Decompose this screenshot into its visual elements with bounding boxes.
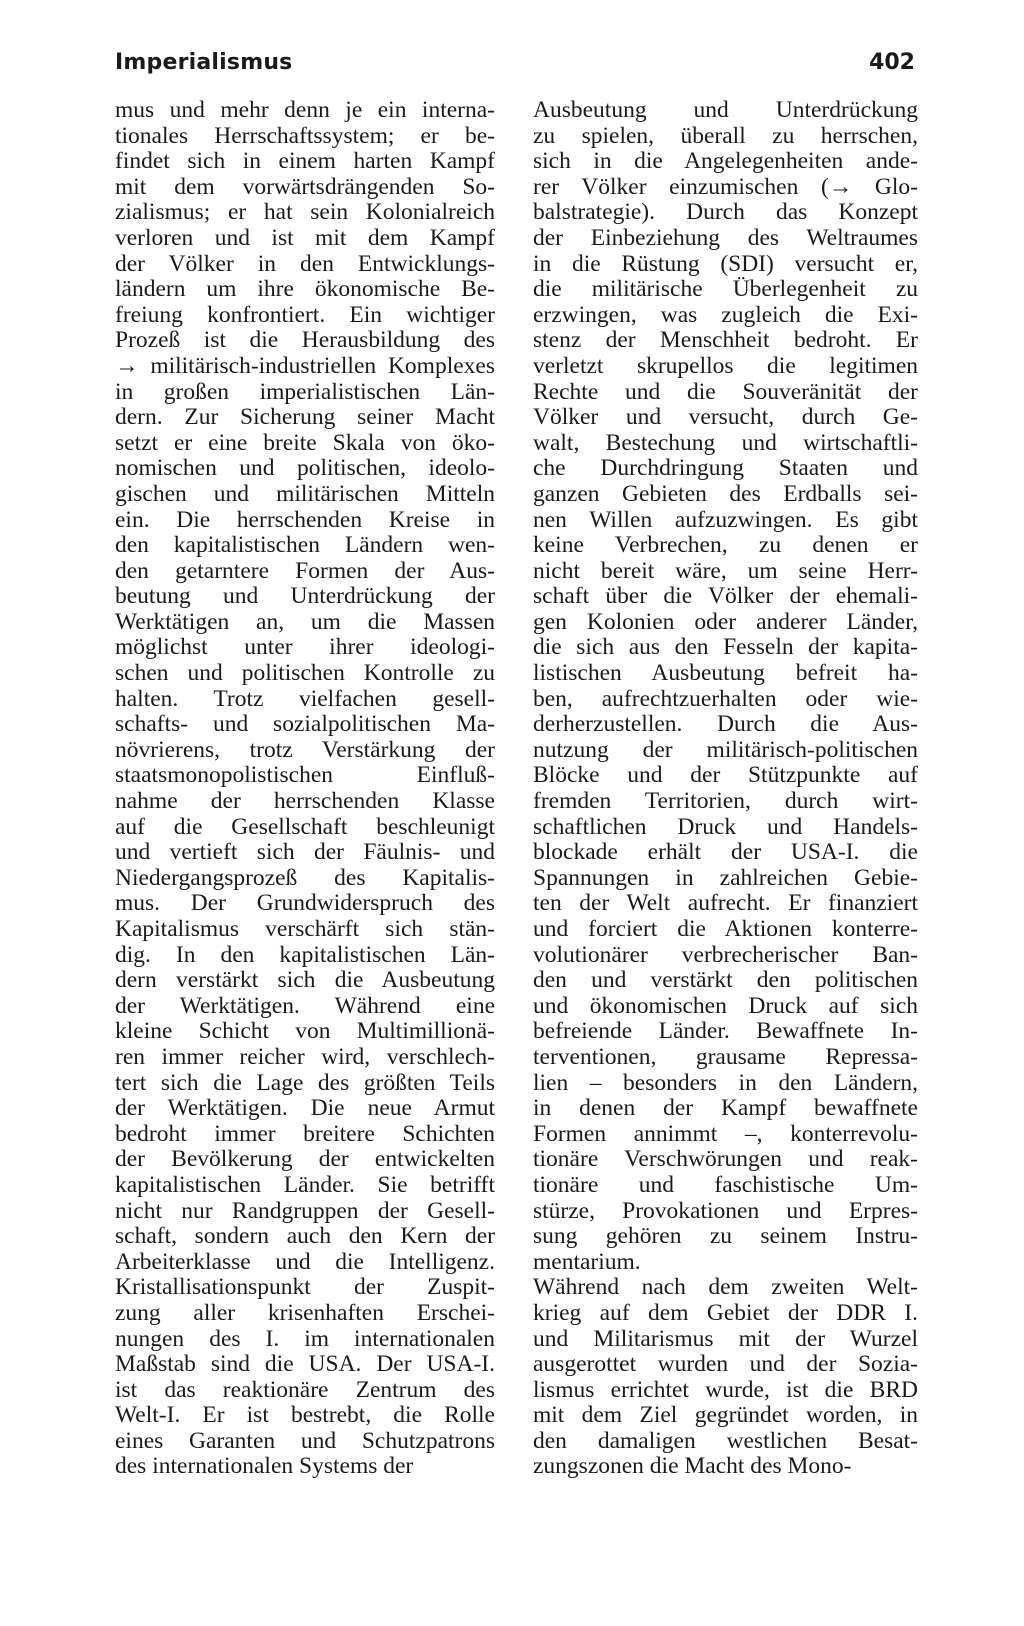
text-line: tionales Herrschaftssystem; er be- — [115, 123, 495, 149]
text-line: schaft, sondern auch den Kern der — [115, 1224, 495, 1250]
text-line: in die Rüstung (SDI) versucht er, — [533, 251, 918, 277]
text-line: balstrategie). Durch das Konzept — [533, 200, 918, 226]
text-line: Prozeß ist die Herausbildung des — [115, 328, 495, 354]
text-line: den und verstärkt den politischen — [533, 968, 918, 994]
text-line: mentarium. — [533, 1249, 641, 1275]
text-line: beutung und Unterdrückung der — [115, 584, 495, 610]
text-line: Werktätigen an, um die Massen — [115, 609, 495, 635]
text-line: setzt er eine breite Skala von öko- — [115, 430, 495, 456]
text-line: ausgerottet wurden und der Sozia- — [533, 1352, 918, 1378]
text-line: keine Verbrechen, zu denen er — [533, 533, 918, 559]
text-line: schafts- und sozialpolitischen Ma- — [115, 712, 495, 738]
text-line: növrierens, trotz Verstärkung der — [115, 737, 495, 763]
text-line: Während nach dem zweiten Welt- — [533, 1275, 918, 1301]
text-line: dern. Zur Sicherung seiner Macht — [115, 405, 495, 431]
text-line: Kapitalismus verschärft sich stän- — [115, 917, 495, 942]
text-line: nicht nur Randgruppen der Gesell- — [115, 1198, 495, 1224]
text-line: und vertieft sich der Fäulnis- und — [115, 840, 495, 866]
text-line: tionäre Verschwörungen und reak- — [533, 1147, 918, 1173]
text-line: zung aller krisenhaften Erschei- — [115, 1300, 495, 1326]
text-line: zu spielen, überall zu herrschen, — [533, 123, 918, 149]
text-line: schen und politischen Kontrolle zu — [115, 661, 495, 687]
text-line: der Einbeziehung des Weltraumes — [533, 225, 918, 251]
text-line: verloren und ist mit dem Kampf — [115, 225, 495, 251]
text-line: lien – besonders in den Ländern, — [533, 1070, 918, 1096]
text-line: walt, Bestechung und wirtschaftli- — [533, 430, 918, 456]
text-line: halten. Trotz vielfachen gesell- — [115, 686, 495, 712]
text-line: gischen und militärischen Mitteln — [115, 481, 495, 507]
text-line: che Durchdringung Staaten und — [533, 456, 918, 482]
text-line: ten der Welt aufrecht. Er finanziert — [533, 891, 918, 917]
text-line: und forciert die Aktionen konterre- — [533, 917, 918, 942]
text-line: kapitalistischen Länder. Sie betrifft — [115, 1172, 495, 1198]
text-line: staatsmonopolistischen Einfluß- — [115, 763, 495, 789]
text-line: Kristallisationspunkt der Zuspit- — [115, 1275, 495, 1301]
text-line: sung gehören zu seinem Instru- — [533, 1224, 918, 1250]
text-line: Spannungen in zahlreichen Gebie- — [533, 865, 918, 891]
text-line: der Bevölkerung der entwickelten — [115, 1147, 495, 1173]
text-line: ist das reaktionäre Zentrum des — [115, 1377, 495, 1403]
text-line: kleine Schicht von Multimillionä- — [115, 1019, 495, 1045]
text-line: mus und mehr denn je ein interna- — [115, 98, 495, 123]
text-line: stürze, Provokationen und Erpres- — [533, 1198, 918, 1224]
text-line: Maßstab sind die USA. Der USA-I. — [115, 1352, 495, 1378]
text-line: derherzustellen. Durch die Aus- — [533, 712, 918, 738]
text-line: ganzen Gebieten des Erdballs sei- — [533, 481, 918, 507]
text-line: Arbeiterklasse und die Intelligenz. — [115, 1249, 495, 1275]
text-line: Niedergangsprozeß des Kapitalis- — [115, 865, 495, 891]
text-line: listischen Ausbeutung befreit ha- — [533, 661, 918, 687]
text-line: rer Völker einzumischen (→ Glo- — [533, 174, 918, 200]
text-line: tionäre und faschistische Um- — [533, 1172, 918, 1198]
text-line: dern verstärkt sich die Ausbeutung — [115, 968, 495, 994]
text-line: → militärisch-industriellen Komplexes — [115, 353, 495, 379]
text-line: der Werktätigen. Während eine — [115, 993, 495, 1019]
text-line: und Militarismus mit der Wurzel — [533, 1326, 918, 1352]
text-line: ein. Die herrschenden Kreise in — [115, 507, 495, 533]
text-line: verletzt skrupellos die legitimen — [533, 353, 918, 379]
text-line: schaftlichen Druck und Handels- — [533, 814, 918, 840]
text-line: lismus errichtet wurde, ist die BRD — [533, 1377, 918, 1403]
text-line: stenz der Menschheit bedroht. Er — [533, 328, 918, 354]
text-line: terventionen, grausame Repressa- — [533, 1044, 918, 1070]
text-line: eines Garanten und Schutzpatrons — [115, 1428, 495, 1454]
running-head-title: Imperialismus — [115, 50, 293, 75]
text-line: schaft über die Völker der ehemali- — [533, 584, 918, 610]
text-line: zialismus; er hat sein Kolonialreich — [115, 200, 495, 226]
page-number: 402 — [869, 50, 915, 75]
text-line: nomischen und politischen, ideolo- — [115, 456, 495, 482]
text-column-right — [533, 98, 918, 1480]
text-line: der Werktätigen. Die neue Armut — [115, 1096, 495, 1122]
text-line: tert sich die Lage des größten Teils — [115, 1070, 495, 1096]
text-line: Rechte und die Souveränität der — [533, 379, 918, 405]
text-line: gen Kolonien oder anderer Länder, — [533, 609, 918, 635]
page-header — [115, 50, 915, 84]
text-line: krieg auf dem Gebiet der DDR I. — [533, 1300, 918, 1326]
text-line: volutionärer verbrecherischer Ban- — [533, 942, 918, 968]
text-line: mus. Der Grundwiderspruch des — [115, 891, 495, 917]
text-line: der Völker in den Entwicklungs- — [115, 251, 495, 277]
text-line: Ausbeutung und Unterdrückung — [533, 98, 918, 123]
text-line: Völker und versucht, durch Ge- — [533, 405, 918, 431]
text-line: Welt-I. Er ist bestrebt, die Rolle — [115, 1403, 495, 1429]
text-line: in großen imperialistischen Län- — [115, 379, 495, 405]
text-line: möglichst unter ihrer ideologi- — [115, 635, 495, 661]
text-line: bedroht immer breitere Schichten — [115, 1121, 495, 1147]
text-line: nutzung der militärisch-politischen — [533, 737, 918, 763]
text-line: mit dem vorwärtsdrängenden So- — [115, 174, 495, 200]
text-line: ländern um ihre ökonomische Be- — [115, 277, 495, 303]
text-line: die militärische Überlegenheit zu — [533, 277, 918, 303]
text-line: befreiende Länder. Bewaffnete In- — [533, 1019, 918, 1045]
text-line: den kapitalistischen Ländern wen- — [115, 533, 495, 559]
text-line: nungen des I. im internationalen — [115, 1326, 495, 1352]
text-line: sich in die Angelegenheiten ande- — [533, 149, 918, 175]
text-line: fremden Territorien, durch wirt- — [533, 789, 918, 815]
text-line: nen Willen aufzuzwingen. Es gibt — [533, 507, 918, 533]
text-line: dig. In den kapitalistischen Län- — [115, 942, 495, 968]
text-line: findet sich in einem harten Kampf — [115, 149, 495, 175]
text-line: und ökonomischen Druck auf sich — [533, 993, 918, 1019]
text-line: Blöcke und der Stützpunkte auf — [533, 763, 918, 789]
text-line: auf die Gesellschaft beschleunigt — [115, 814, 495, 840]
text-line: den getarntere Formen der Aus- — [115, 558, 495, 584]
text-line: in denen der Kampf bewaffnete — [533, 1096, 918, 1122]
text-column-left — [115, 98, 495, 1480]
text-line: die sich aus den Fesseln der kapita- — [533, 635, 918, 661]
text-line: mit dem Ziel gegründet worden, in — [533, 1403, 918, 1429]
text-line: nicht bereit wäre, um seine Herr- — [533, 558, 918, 584]
text-line: Formen annimmt –, konterrevolu- — [533, 1121, 918, 1147]
text-line: zungszonen die Macht des Mono- — [533, 1454, 852, 1480]
text-line: nahme der herrschenden Klasse — [115, 789, 495, 815]
text-line: erzwingen, was zugleich die Exi- — [533, 302, 918, 328]
text-line: freiung konfrontiert. Ein wichtiger — [115, 302, 495, 328]
text-line: den damaligen westlichen Besat- — [533, 1428, 918, 1454]
text-line: blockade erhält der USA-I. die — [533, 840, 918, 866]
text-line: ben, aufrechtzuerhalten oder wie- — [533, 686, 918, 712]
text-line: ren immer reicher wird, verschlech- — [115, 1044, 495, 1070]
text-line: des internationalen Systems der — [115, 1454, 414, 1480]
